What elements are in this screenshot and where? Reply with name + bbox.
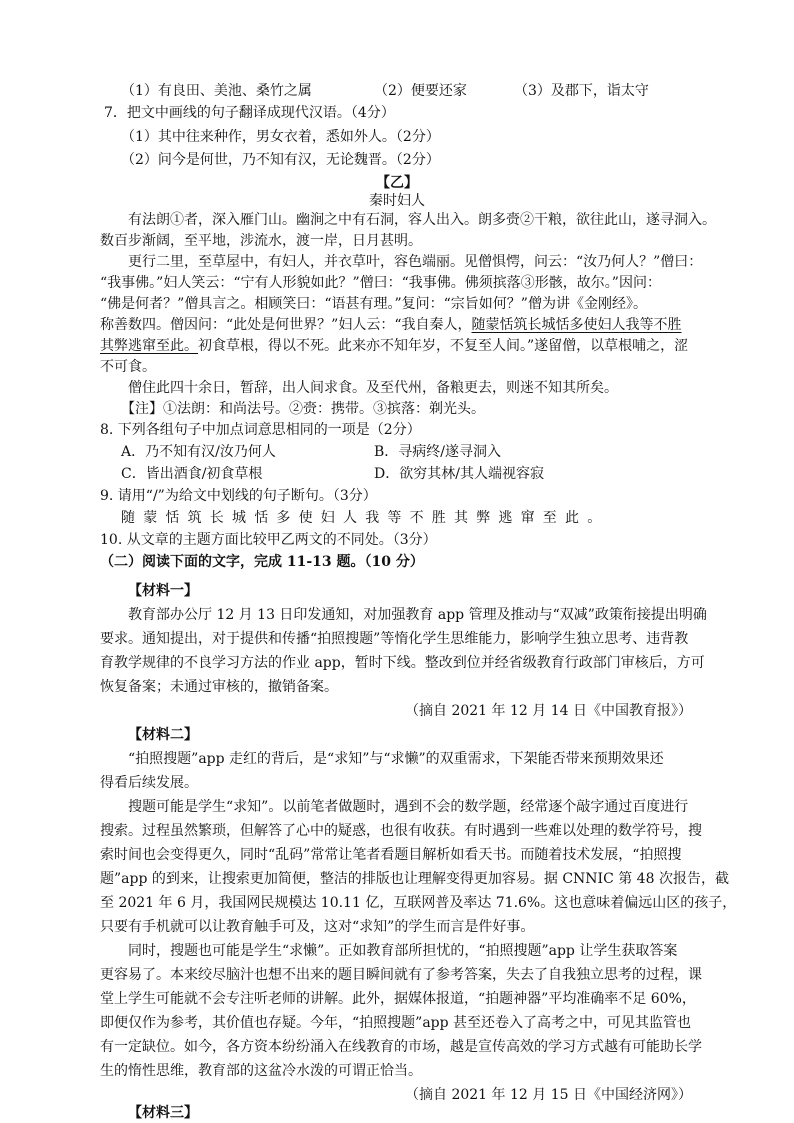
yi-underlined-sentence: 其弊逃窜至此。: [100, 338, 198, 354]
q7-stem: 7．把文中画线的句子翻译成现代汉语。（4分）: [104, 105, 395, 121]
yi-line: [100, 337, 688, 356]
section-2-heading: （二）阅读下面的文字，完成 11-13 题。（10 分）: [100, 554, 424, 570]
material-1-source: （摘自 2021 年 12 月 14 日《中国教育报》）: [405, 703, 692, 719]
material-2-line: 只要有手机就可以让教育触手可及，这对“求知”的学生而言是件好事。: [100, 919, 535, 935]
q6-option-1: （1）有良田、美池、桑竹之属: [121, 83, 312, 99]
material-2-source: （摘自 2021 年 12 月 15 日《中国经济网》）: [405, 1087, 692, 1103]
material-1-line: 育教学规律的不良学习方法的作业 app，暂时下线。整改到位并经省级教育行政部门审核后，方可: [100, 655, 705, 671]
yi-line: [100, 316, 681, 335]
yi-title: 秦时妇人: [369, 193, 425, 209]
q6-option-2: （2）便要还家: [374, 83, 467, 99]
q8-option-c: C．皆出酒食/初食草根: [121, 466, 263, 482]
material-2-line: 更容易了。本来绞尽脑汁也想不出来的题目瞬间就有了参考答案，失去了自我独立思考的过程，课: [100, 967, 702, 983]
q8-option-a: A．乃不知有汉/汝乃何人: [121, 444, 276, 460]
q8-option-b: B．寻病终/遂寻洞入: [374, 444, 502, 460]
material-1-title: 【材料一】: [128, 583, 198, 599]
q10-stem: 10. 从文章的主题方面比较甲乙两文的不同处。（3分）: [100, 532, 437, 548]
material-2-title: 【材料二】: [128, 727, 198, 743]
yi-line: 僧住此四十余日，暂辞，出人间求食。及至代州，备粮更去，则迷不知其所矣。: [128, 380, 618, 396]
q7-item-2: （2）问今是何世，乃不知有汉，无论魏晋。（2分）: [121, 152, 440, 168]
q8-option-d: D．欲穷其林/其人端视容寂: [374, 466, 544, 482]
material-2-line: 题”app 的到来，让搜索更加简便，整洁的排版也让理解变得更加容易。据 CNNIC 第 48 次报告，截: [100, 871, 729, 887]
material-2-line: 至 2021 年 6 月，我国网民规模达 10.11 亿，互联网普及率达 71.6%。这也意味着偏远山区的孩子，: [100, 895, 737, 911]
yi-tag: 【乙】: [376, 175, 418, 191]
yi-line: “我事佛。”妇人笑云：“宁有人形貌如此？”僧曰：“我事佛。佛须摈落③形骸，故尔。”因问：: [100, 275, 661, 291]
material-2-line: 得看后续发展。: [100, 775, 198, 791]
material-1-line: 恢复备案；未通过审核的，撤销备案。: [100, 679, 338, 695]
yi-line-text: 称善数四。僧因问：“此处是何世界？”妇人云：“我自秦人，: [100, 317, 472, 333]
yi-line: “佛是何者？”僧具言之。相顾笑曰：“语甚有理。”复问：“宗旨如何？”僧为讲《金刚经》。: [100, 296, 647, 312]
material-2-line: 即便仅作为参考，其价值也存疑。今年，“拍照搜题”app 甚至还卷入了高考之中，可见其监管也: [100, 1015, 692, 1031]
material-2-line: 生的惰性思维，教育部的这盆冷水泼的可谓正恰当。: [100, 1063, 422, 1079]
material-2-line: 同时，搜题也可能是学生“求懒”。正如教育部所担忧的，“拍照搜题”app 让学生获取答案: [128, 943, 678, 959]
yi-underlined-sentence: 随蒙恬筑长城恬多使妇人我等不胜: [471, 317, 682, 333]
yi-line: 更行二里，至草屋中，有妇人，并衣草叶，容色端丽。见僧惧愕，问云：“汝乃何人？”僧曰：: [128, 254, 703, 270]
yi-line: 有法朗①者，深入雁门山。幽涧之中有石洞，容人出入。朗多赍②干粮，欲往此山，遂寻洞入。: [128, 212, 716, 228]
q9-sentence: 随蒙恬筑长城恬多使妇人我等不胜其弊逃窜至此。: [121, 510, 610, 526]
material-2-line: 搜题可能是学生“求知”。以前笔者做题时，遇到不会的数学题，经常逐个敲字通过百度进行: [128, 799, 689, 815]
material-2-line: 堂上学生可能就不会专注听老师的讲解。此外，据媒体报道，“拍题神器”平均准确率不足 60%，: [100, 991, 696, 1007]
yi-line-text: 初食草根，得以不死。此来亦不知年岁，不复至人间。”遂留僧，以草根哺之，涩: [198, 338, 689, 354]
q7-item-1: （1）其中往来种作，男女衣着，悉如外人。（2分）: [121, 129, 440, 145]
yi-line: 数百步渐阔，至平地，涉流水，渡一岸，日月甚明。: [100, 233, 422, 249]
q8-stem: 8. 下列各组句子中加点词意思相同的一项是（2分）: [100, 422, 421, 438]
material-2-line: 搜索。过程虽然繁琐，但解答了心中的疑惑，也很有收获。有时遇到一些难以处理的数学符号，搜: [100, 823, 702, 839]
material-2-line: 索时间也会变得更久，同时“乱码”常常让笔者看题目解析如看天书。而随着技术发展，“拍照搜: [100, 847, 682, 863]
q9-stem: 9. 请用“/”为给文中划线的句子断句。（3分）: [100, 488, 377, 504]
yi-line: 不可食。: [100, 359, 156, 375]
material-3-title: 【材料三】: [128, 1105, 198, 1121]
material-2-line: 有一定缺位。如今，各方资本纷纷涌入在线教育的市场，越是宣传高效的学习方式越有可能助长学: [100, 1039, 702, 1055]
yi-note: 【注】①法朗：和尚法号。②赍：携带。③摈落：剃光头。: [121, 401, 485, 417]
q6-option-3: （3）及郡下，诣太守: [514, 83, 649, 99]
material-1-line: 要求。通知提出，对于提供和传播“拍照搜题”等惰化学生思维能力，影响学生独立思考、违背教: [100, 631, 689, 647]
material-1-line: 教育部办公厅 12 月 13 日印发通知，对加强教育 app 管理及推动与“双减”政策衔接提出明确: [128, 607, 707, 623]
material-2-line: “拍照搜题”app 走红的背后，是“求知”与“求懒”的双重需求，下架能否带来预期效果还: [128, 751, 664, 767]
